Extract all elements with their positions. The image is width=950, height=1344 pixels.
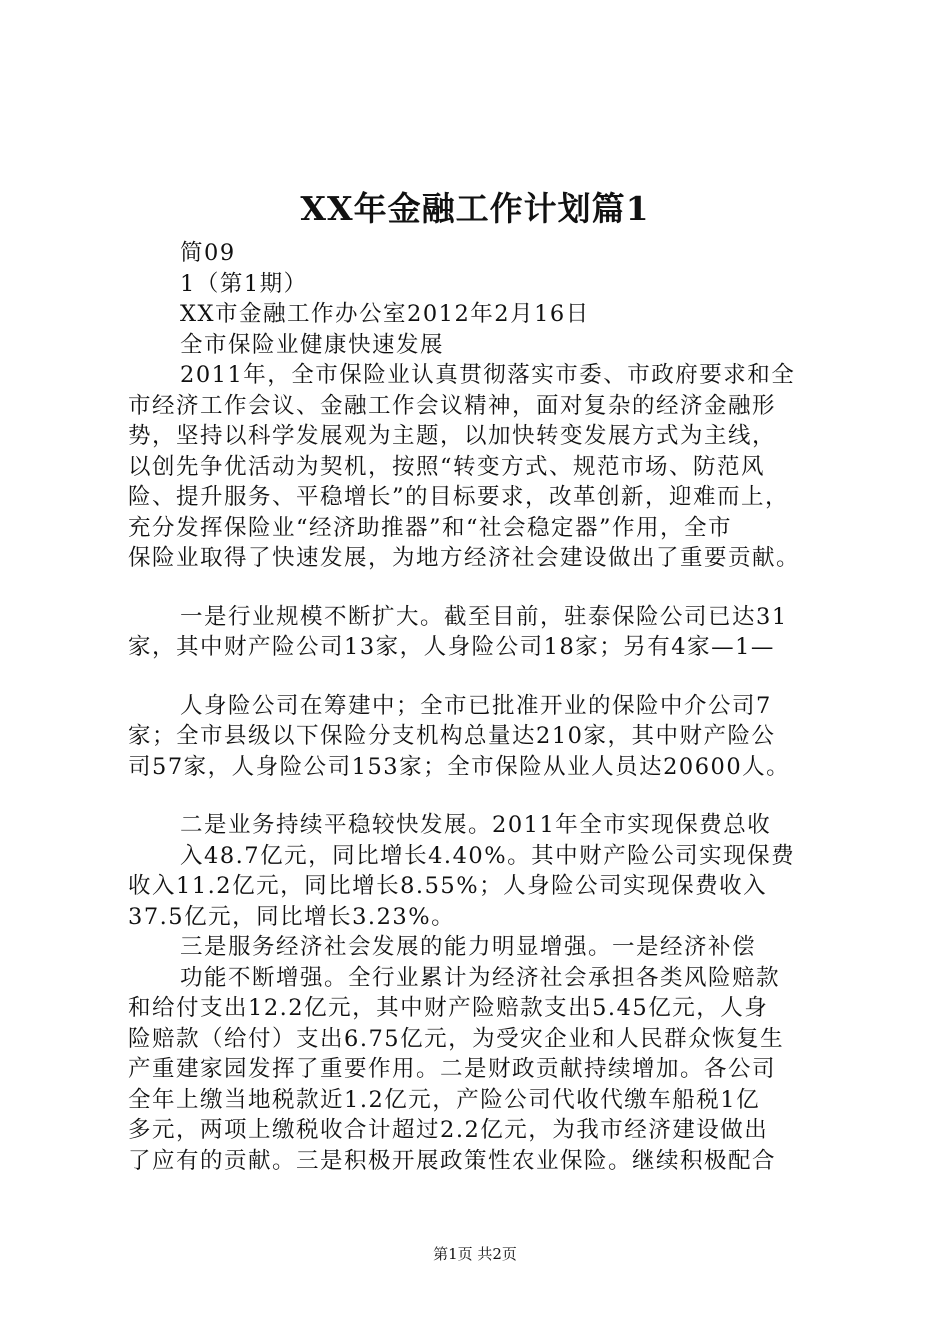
text-line: 家，其中财产险公司13家，人身险公司18家；另有4家—1— — [128, 634, 775, 660]
text-line: 了应有的贡献。三是积极开展政策性农业保险。继续积极配合 — [128, 1147, 777, 1174]
text-line: 势，坚持以科学发展观为主题，以加快转变发展方式为主线， — [128, 423, 777, 449]
text-line: 充分发挥保险业“经济助推器”和“社会稳定器”作用，全市 — [128, 514, 733, 541]
text-line: 二是业务持续平稳较快发展。2011年全市实现保费总收 — [180, 812, 772, 838]
page-footer: 第1页 共2页 — [433, 1245, 517, 1263]
document-title: XX年金融工作计划篇1 — [300, 189, 650, 228]
text-line: 家；全市县级以下保险分支机构总量达210家，其中财产险公 — [128, 723, 776, 749]
text-line: 人身险公司在筹建中；全市已批准开业的保险中介公司7 — [180, 692, 772, 719]
document-body — [128, 238, 828, 1176]
text-line: 三是服务经济社会发展的能力明显增强。一是经济补偿 — [180, 934, 757, 960]
text-line: 以创先争优活动为契机，按照“转变方式、规范市场、防范风 — [128, 453, 766, 480]
text-line: 产重建家园发挥了重要作用。二是财政贡献持续增加。各公司 — [128, 1056, 777, 1082]
text-line: 和给付支出12.2亿元，其中财产险赔款支出5.45亿元，人身 — [128, 995, 769, 1021]
text-line: 全年上缴当地税款近1.2亿元，产险公司代收代缴车船税1亿 — [128, 1086, 761, 1113]
text-line: 一是行业规模不断扩大。截至目前，驻泰保险公司已达31 — [180, 603, 788, 630]
text-line: 险、提升服务、平稳增长”的目标要求，改革创新，迎难而上， — [128, 484, 790, 510]
text-line: 1（第1期） — [180, 270, 308, 297]
text-line: XX市金融工作办公室2012年2月16日 — [180, 301, 590, 327]
text-line: 全市保险业健康快速发展 — [180, 331, 445, 358]
text-line: 37.5亿元，同比增长3.23%。 — [128, 903, 456, 930]
paragraph-gap — [128, 663, 828, 691]
text-line: 多元，两项上缴税收合计超过2.2亿元，为我市经济建设做出 — [128, 1117, 769, 1143]
text-line: 险赔款（给付）支出6.75亿元，为受灾企业和人民群众恢复生 — [128, 1025, 785, 1052]
text-line: 司57家，人身险公司153家；全市保险从业人员达20600人。 — [128, 753, 791, 780]
text-line: 保险业取得了快速发展，为地方经济社会建设做出了重要贡献。 — [128, 545, 801, 571]
paragraph-gap — [128, 574, 828, 602]
paragraph-gap — [128, 782, 828, 810]
text-line: 2011年，全市保险业认真贯彻落实市委、市政府要求和全 — [180, 362, 796, 388]
text-line: 功能不断增强。全行业累计为经济社会承担各类风险赔款 — [180, 964, 781, 991]
text-line: 市经济工作会议、金融工作会议精神，面对复杂的经济金融形 — [128, 392, 777, 419]
text-line: 简09 — [180, 240, 236, 266]
text-line: 入48.7亿元，同比增长4.40%。其中财产险公司实现保费 — [180, 842, 796, 869]
text-line: 收入11.2亿元，同比增长8.55%；人身险公司实现保费收入 — [128, 873, 768, 899]
